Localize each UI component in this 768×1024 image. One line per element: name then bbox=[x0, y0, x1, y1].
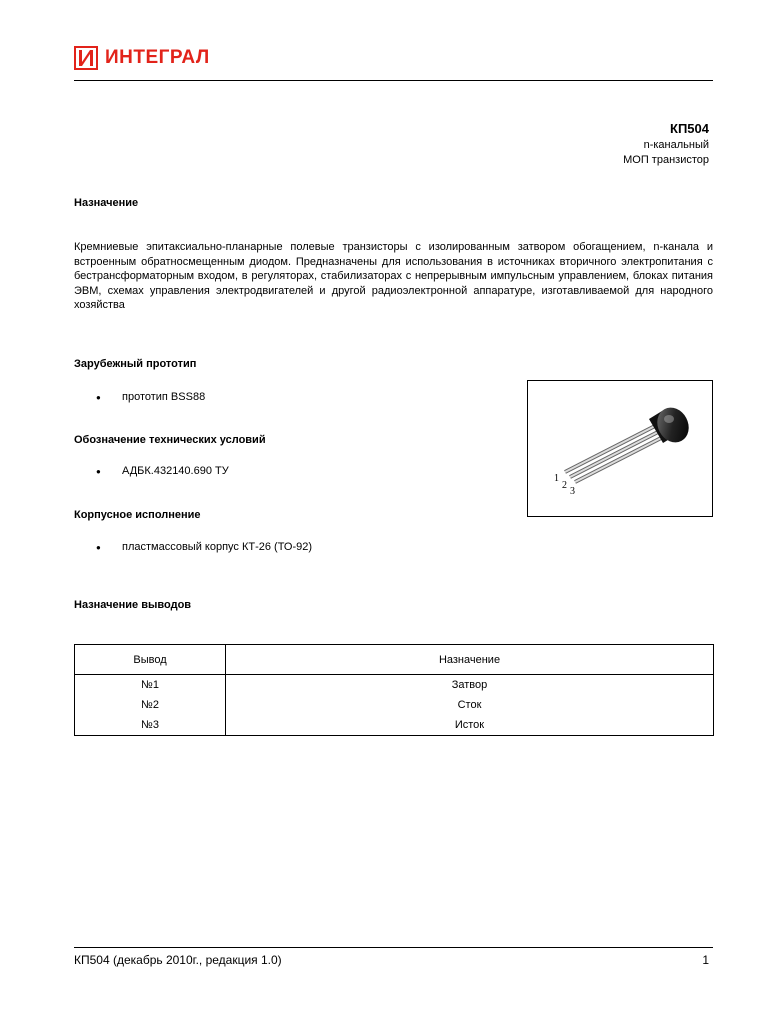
table-header-row bbox=[75, 645, 714, 675]
column-header-pin: Вывод bbox=[75, 645, 226, 675]
package-text: пластмассовый корпус КТ-26 (ТО-92) bbox=[122, 541, 313, 553]
pin-cell: №3 bbox=[75, 715, 226, 736]
spec-item bbox=[96, 465, 229, 479]
prototype-heading: Зарубежный прототип bbox=[74, 358, 197, 370]
pin-cell: №2 bbox=[75, 695, 226, 715]
footer-document-info: КП504 (декабрь 2010г., редакция 1.0) bbox=[74, 953, 282, 967]
table-row bbox=[75, 675, 714, 696]
subtitle-line-1: n-канальный bbox=[643, 139, 709, 151]
part-number: КП504 bbox=[670, 121, 709, 136]
table-row bbox=[75, 715, 714, 736]
function-cell: Сток bbox=[226, 695, 714, 715]
bullet-icon: ● bbox=[96, 543, 101, 552]
bullet-icon: ● bbox=[96, 467, 101, 476]
logo-text: ИНТЕГРАЛ bbox=[105, 47, 210, 68]
spec-heading: Обозначение технических условий bbox=[74, 434, 266, 446]
package-heading: Корпусное исполнение bbox=[74, 509, 201, 521]
integral-logo-icon bbox=[74, 46, 98, 70]
column-header-function: Назначение bbox=[226, 645, 714, 675]
purpose-paragraph: Кремниевые эпитаксиально-планарные полевые транзисторы с изолированным затвором обогащением, n-канала и встроенным обратносмещенным диодом. Предназначены для использования в источниках вторичного электропитания с бестрансформаторным входом, в регуляторах, стабилизаторах с непрерывным импульсным управлением, блоках питания ЭВМ, схемах управления электродвигателей и другой радиоэлектронной аппаратуре, изготавливаемой для народного хозяйства bbox=[74, 241, 713, 312]
pin-table bbox=[74, 644, 714, 736]
function-cell: Затвор bbox=[226, 675, 714, 696]
pin-3-label: 3 bbox=[570, 486, 575, 497]
title-block bbox=[623, 120, 709, 168]
footer-divider bbox=[74, 947, 713, 948]
pin-1-label: 1 bbox=[554, 473, 559, 484]
pin-2-label: 2 bbox=[562, 480, 567, 491]
spec-text: АДБК.432140.690 ТУ bbox=[122, 465, 229, 477]
prototype-item bbox=[96, 391, 205, 405]
transistor-image bbox=[527, 380, 713, 517]
header-divider bbox=[74, 80, 713, 81]
purpose-heading: Назначение bbox=[74, 197, 139, 209]
page-number: 1 bbox=[702, 953, 709, 967]
to92-transistor-icon bbox=[528, 381, 712, 516]
subtitle-line-2: МОП транзистор bbox=[623, 154, 709, 166]
pins-heading: Назначение выводов bbox=[74, 599, 192, 611]
bullet-icon: ● bbox=[96, 393, 101, 402]
package-item bbox=[96, 541, 312, 555]
function-cell: Исток bbox=[226, 715, 714, 736]
prototype-text: прототип BSS88 bbox=[122, 391, 206, 403]
table-row bbox=[75, 695, 714, 715]
pin-cell: №1 bbox=[75, 675, 226, 696]
company-logo bbox=[74, 46, 210, 70]
